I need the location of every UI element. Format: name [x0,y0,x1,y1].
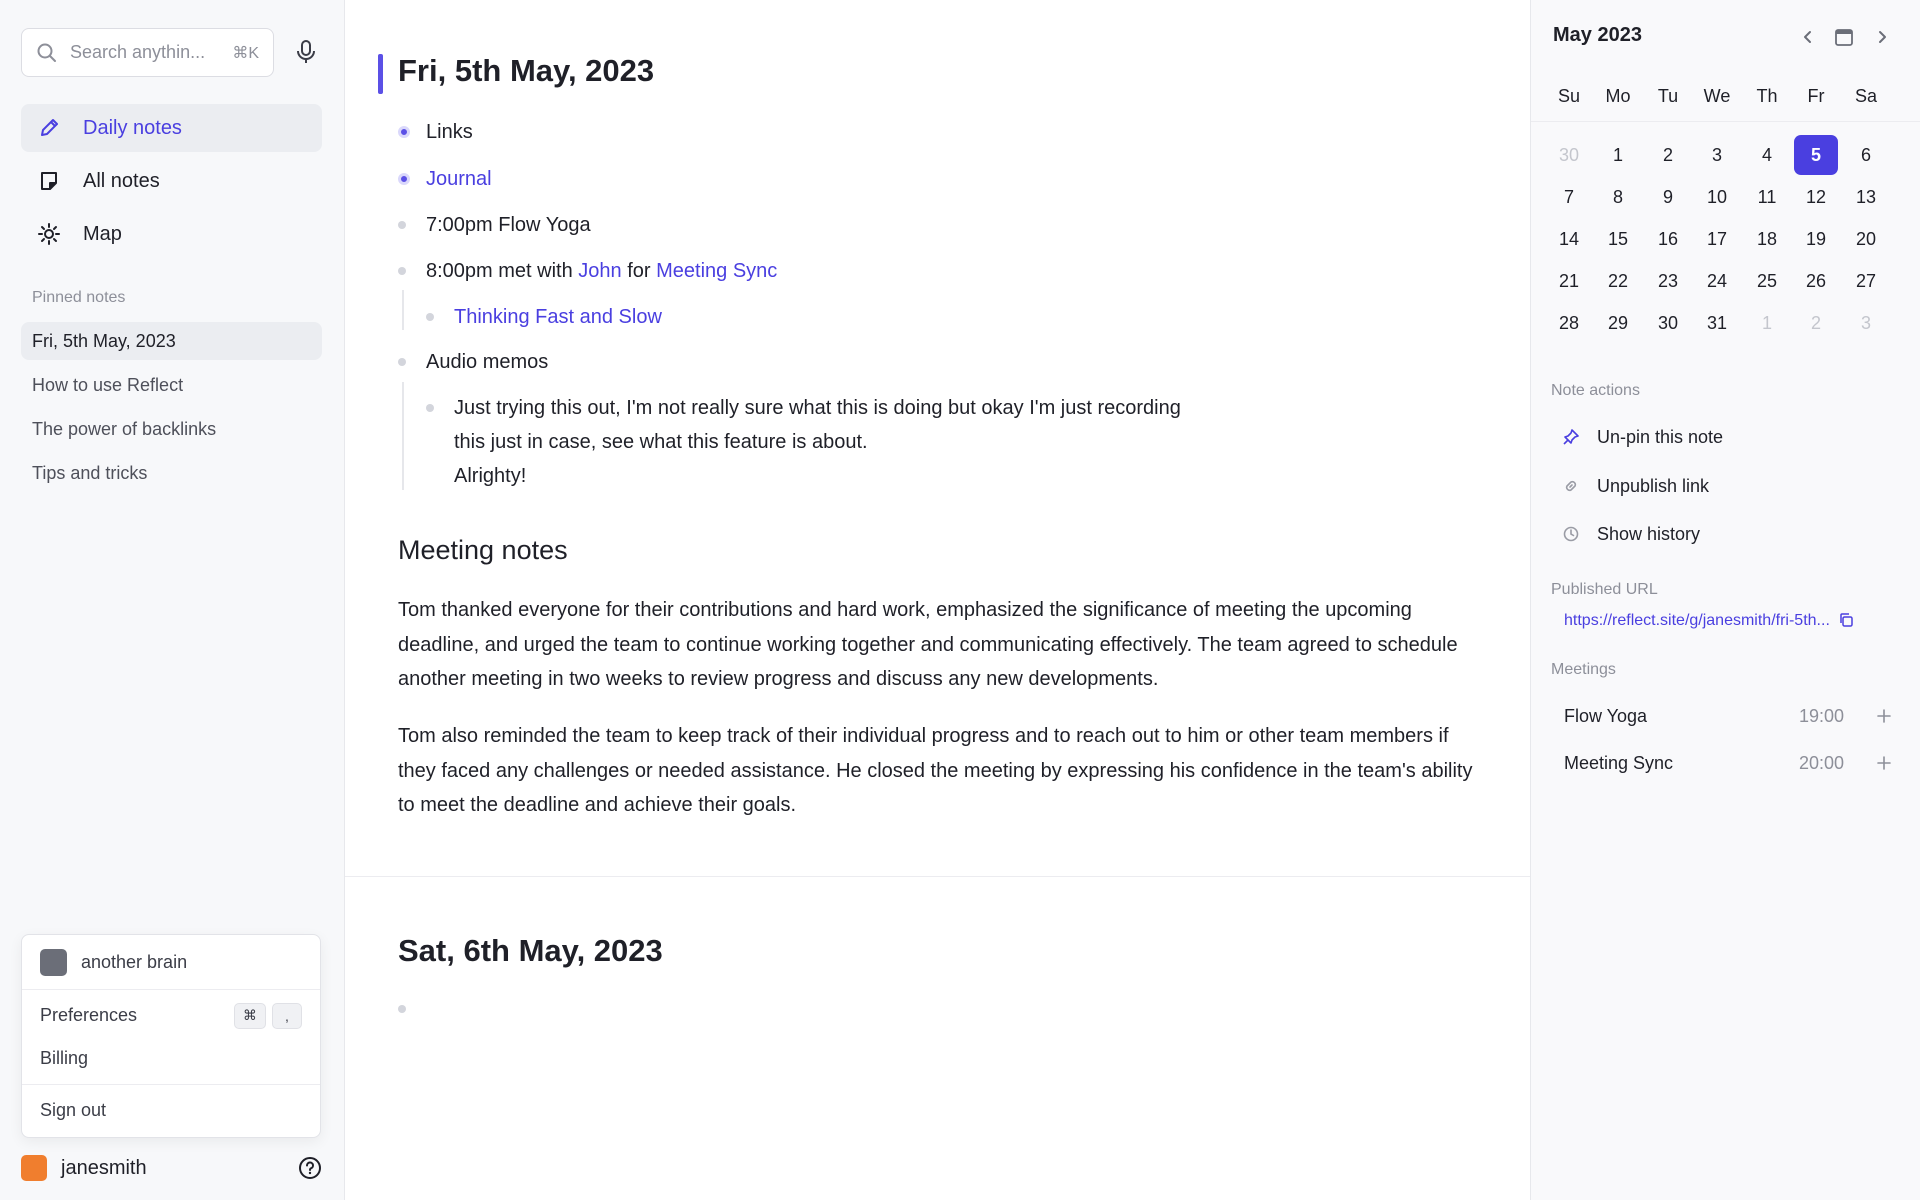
pinned-note[interactable]: How to use Reflect [32,374,184,395]
calendar-day[interactable]: 29 [1607,312,1629,333]
bullet-icon [398,221,406,229]
map-icon [37,222,61,246]
meeting-name: Meeting Sync [1564,752,1674,773]
calendar-divider [1531,121,1920,122]
calendar-day[interactable]: 28 [1558,312,1580,333]
nav-daily-notes[interactable] [21,104,322,152]
current-note-indicator [378,54,383,94]
search-input[interactable] [21,28,274,77]
list-item[interactable] [398,345,548,379]
calendar-day[interactable]: 4 [1761,144,1772,165]
user-account[interactable] [21,1154,322,1182]
transcript-line: Just trying this out, I'm not really sure what this is doing but okay I'm just recording [454,397,1181,419]
list-item-text: 7:00pm Flow Yoga [426,214,591,236]
weekday-label: We [1703,86,1731,106]
calendar-day[interactable]: 7 [1563,186,1574,207]
calendar-day[interactable]: 31 [1706,312,1728,333]
right-panel [1530,0,1920,1200]
calendar-day[interactable]: 3 [1860,312,1871,333]
brain-switcher[interactable] [22,935,320,990]
comma-key: , [272,1003,302,1029]
calendar-day[interactable]: 14 [1558,228,1580,249]
meeting-row[interactable] [1564,701,1894,731]
list-item-text: Links [426,121,473,143]
meeting-row[interactable] [1564,748,1894,778]
pinned-notes-label: Pinned notes [32,289,126,306]
billing-label: Billing [40,1048,89,1068]
menu-divider [22,1084,320,1085]
transcript-line: this just in case, see what this feature is about. [454,431,868,453]
paragraph[interactable]: Tom thanked everyone for their contributions and hard work, emphasized the significance of meeting the upcoming deadline, and urged the team to continue working together and communicating effectively. The team agreed to schedule another meeting in two weeks to review progress and discuss any new developments. [398,599,1458,690]
billing-menu-item[interactable] [22,1037,320,1080]
note-actions-label: Note actions [1551,382,1640,399]
calendar-day[interactable]: 16 [1657,228,1679,249]
list-item[interactable] [398,115,473,149]
published-url-label: Published URL [1551,581,1658,598]
editor[interactable] [345,0,1530,1200]
calendar-day[interactable]: 27 [1855,270,1877,291]
thread-line [402,382,404,490]
calendar-day[interactable]: 1 [1612,144,1623,165]
calendar-day[interactable]: 24 [1706,270,1728,291]
brain-name: another brain [81,951,188,972]
nav-all-notes[interactable] [21,157,322,205]
calendar-day[interactable]: 11 [1757,186,1777,207]
weekday-label: Su [1557,86,1581,106]
pinned-note[interactable]: The power of backlinks [32,418,217,439]
person-link[interactable]: John [578,260,622,282]
avatar [21,1155,47,1181]
bullet-icon [426,404,434,412]
calendar-day[interactable]: 2 [1662,144,1673,165]
weekday-label: Mo [1605,86,1631,106]
book-link[interactable]: Thinking Fast and Slow [454,306,662,328]
search-icon [36,42,58,64]
calendar-day[interactable]: 23 [1657,270,1679,291]
account-menu [21,934,321,1138]
bullet-icon [426,313,434,321]
chevron-left-icon[interactable] [1795,24,1821,50]
paragraph[interactable]: Tom also reminded the team to keep track of their individual progress and to reach out to him or other team members if they faced any challenges or needed assistance. He closed the meeting by expressing his confidence in the team's ability to meet the deadline and achieve their goals. [398,725,1473,816]
meeting-link[interactable]: Meeting Sync [656,260,778,282]
bullet-icon [398,173,410,185]
transcript-line: Alrighty! [454,465,527,487]
calendar-day[interactable]: 13 [1855,186,1877,207]
bullet-icon [398,267,406,275]
calendar-day[interactable]: 30 [1558,144,1580,165]
search-placeholder: Search anythin... [70,42,206,62]
meetings-label: Meetings [1551,661,1616,678]
calendar-month: May 2023 [1553,24,1642,46]
published-url-text[interactable]: https://reflect.site/g/janesmith/fri-5th... [1564,612,1830,629]
show-history-button[interactable] [1561,519,1700,549]
calendar-day[interactable]: 6 [1860,144,1871,165]
help-icon[interactable] [298,1156,322,1180]
pinned-note[interactable]: Fri, 5th May, 2023 [21,322,322,360]
empty-list-item[interactable] [398,992,426,1013]
action-label: Show history [1597,523,1701,544]
calendar-day[interactable]: 15 [1607,228,1629,249]
search-shortcut: ⌘K [232,44,259,62]
published-url[interactable] [1564,612,1856,630]
calendar-day[interactable]: 30 [1657,312,1679,333]
calendar-day[interactable]: 21 [1558,270,1580,291]
calendar-day[interactable]: 10 [1706,186,1728,207]
unpublish-button[interactable] [1561,471,1709,501]
calendar-day[interactable]: 9 [1662,186,1673,207]
pin-icon [1561,427,1581,447]
calendar-day[interactable]: 18 [1756,228,1778,249]
calendar-day[interactable]: 20 [1855,228,1877,249]
meeting-time: 19:00 [1798,705,1844,726]
unpin-button[interactable] [1561,422,1723,452]
notes-icon [37,169,61,193]
calendar-day[interactable]: 19 [1805,228,1827,249]
nav-label: Daily notes [83,116,182,139]
pinned-note[interactable]: Tips and tricks [32,462,148,483]
nav-label: Map [83,222,122,245]
username: janesmith [61,1156,147,1179]
nav-label: All notes [83,169,160,192]
met-prefix: 8:00pm met with [426,260,579,282]
bullet-icon [398,1005,406,1013]
weekday-label: Th [1756,86,1778,106]
link-icon [1561,476,1581,496]
weekday-label: Sa [1854,86,1878,106]
note-divider [345,876,1530,877]
chevron-right-icon[interactable] [1869,24,1895,50]
calendar-day[interactable]: 8 [1612,186,1623,207]
brain-icon [40,949,67,976]
calendar-day[interactable]: 1 [1761,312,1772,333]
weekday-label: Fr [1807,86,1825,106]
thread-line [402,290,404,330]
weekday-label: Tu [1657,86,1679,106]
calendar-today-icon[interactable] [1831,24,1857,50]
list-item-text: Audio memos [426,351,549,373]
plus-icon[interactable] [1874,706,1894,726]
journal-link[interactable]: Journal [426,168,492,190]
calendar-day[interactable]: 5 [1794,135,1838,175]
calendar-day[interactable]: 12 [1805,186,1827,207]
copy-icon[interactable] [1838,612,1856,630]
note-title[interactable]: Fri, 5th May, 2023 [398,53,655,88]
command-key: ⌘ [234,1003,266,1029]
clock-icon [1561,524,1581,544]
calendar-day[interactable]: 22 [1607,270,1629,291]
calendar-day[interactable]: 3 [1711,144,1722,165]
calendar-day[interactable]: 17 [1706,228,1728,249]
microphone-icon[interactable] [292,38,320,66]
sidebar [0,0,345,1200]
list-item-text [426,254,777,288]
list-item[interactable] [398,208,591,242]
preferences-label: Preferences [40,1005,138,1025]
pencil-icon [37,116,61,140]
audio-transcript [454,391,1181,493]
preferences-menu-item[interactable] [22,994,320,1037]
calendar-day[interactable]: 2 [1810,312,1821,333]
nav-map[interactable] [21,210,322,258]
list-item[interactable] [398,254,777,288]
sign-out-menu-item[interactable] [22,1089,320,1132]
calendar-day[interactable]: 25 [1756,270,1778,291]
calendar-day[interactable]: 26 [1805,270,1827,291]
action-label: Un-pin this note [1597,426,1724,447]
sign-out-label: Sign out [40,1100,107,1120]
bullet-icon [398,126,410,138]
bullet-icon [398,358,406,366]
meeting-name: Flow Yoga [1564,705,1648,726]
plus-icon[interactable] [1874,753,1894,773]
list-item[interactable] [398,162,492,196]
note-title[interactable]: Sat, 6th May, 2023 [398,933,663,968]
meeting-time: 20:00 [1798,752,1844,773]
section-heading[interactable]: Meeting notes [398,535,568,565]
met-mid: for [621,260,657,282]
list-item[interactable] [426,391,1181,493]
action-label: Unpublish link [1597,475,1710,496]
list-item[interactable] [426,300,662,334]
